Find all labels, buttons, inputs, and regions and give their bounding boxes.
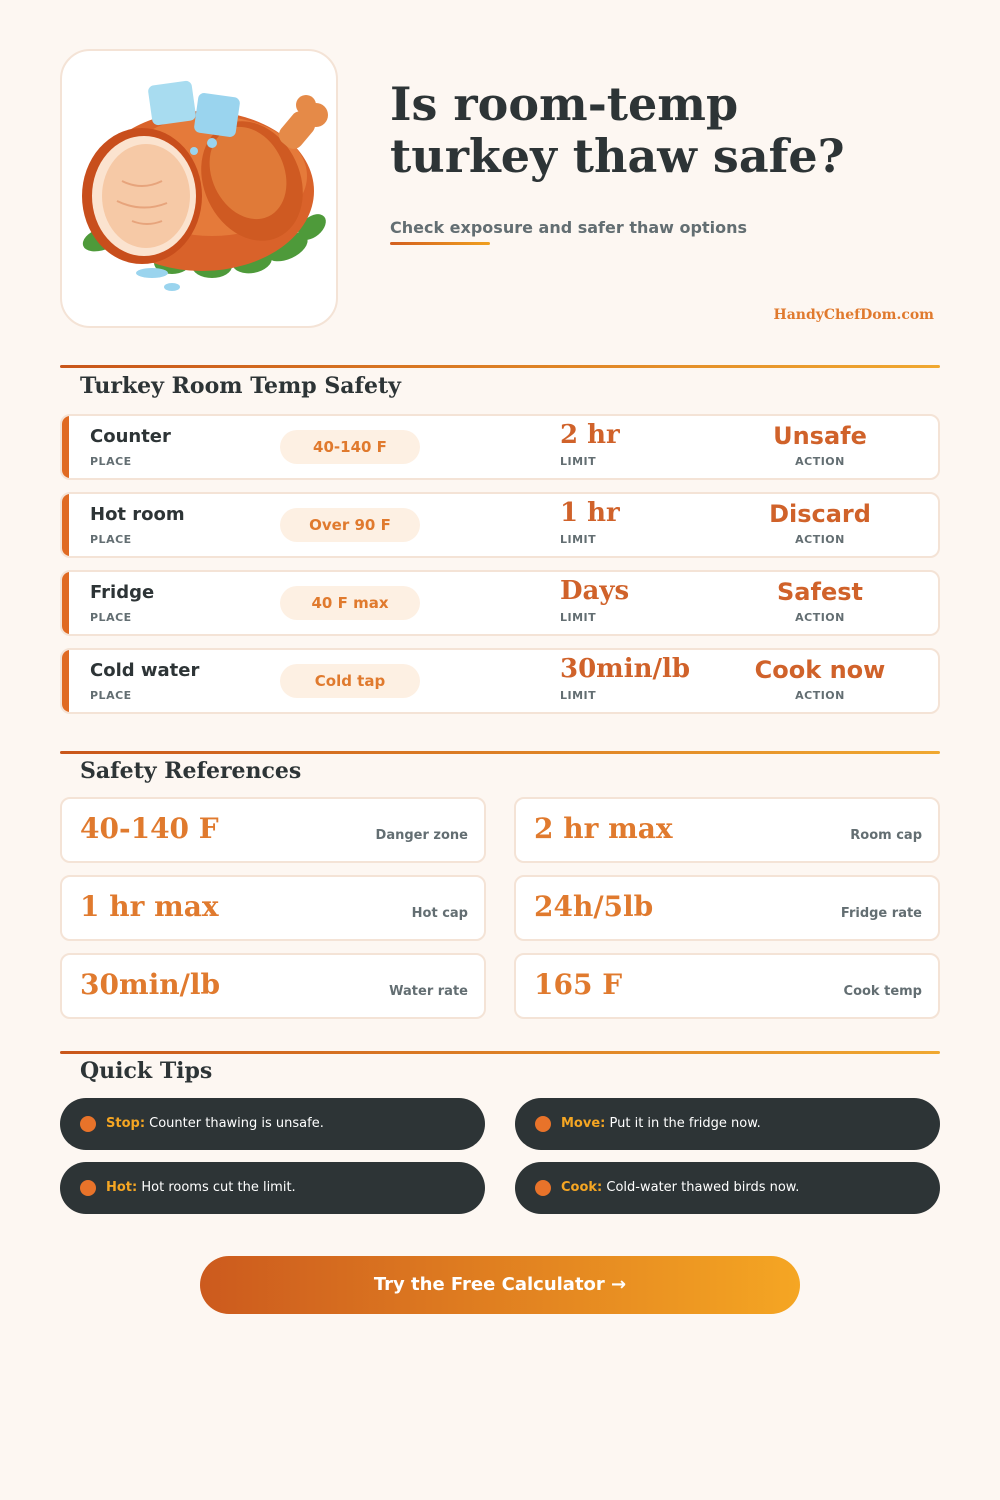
row-place-label: PLACE bbox=[90, 611, 132, 624]
tip-body: Put it in the fridge now. bbox=[609, 1116, 761, 1131]
tip-pill bbox=[60, 1162, 485, 1214]
row-limit-label: LIMIT bbox=[560, 689, 597, 702]
brand-link[interactable]: HandyChefDom.com bbox=[773, 307, 934, 323]
safety-row bbox=[60, 492, 940, 558]
reference-card bbox=[60, 953, 486, 1019]
reference-value: 24h/5lb bbox=[534, 890, 654, 923]
reference-card bbox=[514, 797, 940, 863]
subtitle-underline bbox=[390, 242, 490, 245]
row-place-label: PLACE bbox=[90, 455, 132, 468]
reference-label: Danger zone bbox=[375, 828, 468, 843]
reference-label: Fridge rate bbox=[840, 906, 922, 921]
reference-card bbox=[60, 875, 486, 941]
reference-label: Cook temp bbox=[843, 984, 922, 999]
references-title: Safety References bbox=[80, 758, 302, 784]
roast-turkey-icon bbox=[62, 51, 340, 330]
tip-body: Hot rooms cut the limit. bbox=[141, 1180, 296, 1195]
row-accent-bar bbox=[62, 416, 69, 478]
calculator-cta-button[interactable]: Try the Free Calculator → bbox=[200, 1256, 800, 1314]
row-temp-badge: 40 F max bbox=[280, 586, 420, 620]
tip-key: Cook: bbox=[561, 1180, 603, 1195]
tip-text bbox=[561, 1116, 761, 1131]
reference-value: 165 F bbox=[534, 968, 623, 1001]
row-action-label: ACTION bbox=[795, 455, 845, 468]
row-accent-bar bbox=[62, 494, 69, 556]
row-action: Unsafe bbox=[773, 422, 867, 450]
row-action-label: ACTION bbox=[795, 533, 845, 546]
row-temp-badge: 40-140 F bbox=[280, 430, 420, 464]
page-subtitle: Check exposure and safer thaw options bbox=[390, 218, 747, 237]
reference-card bbox=[60, 797, 486, 863]
tip-body: Counter thawing is unsafe. bbox=[149, 1116, 324, 1131]
tip-bullet-icon bbox=[535, 1180, 551, 1196]
row-place: Counter bbox=[90, 426, 171, 447]
row-place: Hot room bbox=[90, 504, 185, 525]
tip-key: Move: bbox=[561, 1116, 606, 1131]
row-limit-label: LIMIT bbox=[560, 611, 597, 624]
reference-label: Hot cap bbox=[411, 906, 468, 921]
safety-table-title: Turkey Room Temp Safety bbox=[80, 373, 401, 399]
title-line-1: Is room-temp bbox=[390, 77, 739, 131]
reference-label: Room cap bbox=[850, 828, 922, 843]
page-title bbox=[390, 78, 950, 182]
row-place-label: PLACE bbox=[90, 533, 132, 546]
reference-card bbox=[514, 953, 940, 1019]
row-temp-badge: Cold tap bbox=[280, 664, 420, 698]
tip-pill bbox=[515, 1162, 940, 1214]
tip-key: Hot: bbox=[106, 1180, 138, 1195]
row-accent-bar bbox=[62, 572, 69, 634]
row-accent-bar bbox=[62, 650, 69, 712]
safety-row bbox=[60, 648, 940, 714]
row-place: Fridge bbox=[90, 582, 155, 603]
tip-text bbox=[106, 1180, 296, 1195]
tip-body: Cold-water thawed birds now. bbox=[606, 1180, 800, 1195]
tip-key: Stop: bbox=[106, 1116, 146, 1131]
row-limit: 1 hr bbox=[560, 498, 620, 528]
reference-value: 30min/lb bbox=[80, 968, 221, 1001]
row-limit: Days bbox=[560, 576, 630, 606]
row-limit-label: LIMIT bbox=[560, 533, 597, 546]
tip-text bbox=[561, 1180, 799, 1195]
row-place: Cold water bbox=[90, 660, 200, 681]
tip-bullet-icon bbox=[80, 1180, 96, 1196]
row-limit: 30min/lb bbox=[560, 654, 691, 684]
reference-value: 1 hr max bbox=[80, 890, 219, 923]
row-action: Discard bbox=[769, 500, 871, 528]
section-divider bbox=[60, 1051, 940, 1054]
row-place-label: PLACE bbox=[90, 689, 132, 702]
reference-label: Water rate bbox=[389, 984, 468, 999]
section-divider bbox=[60, 751, 940, 754]
row-limit-label: LIMIT bbox=[560, 455, 597, 468]
reference-card bbox=[514, 875, 940, 941]
title-line-2: turkey thaw safe? bbox=[390, 129, 845, 183]
row-action-label: ACTION bbox=[795, 611, 845, 624]
reference-value: 2 hr max bbox=[534, 812, 673, 845]
section-divider bbox=[60, 365, 940, 368]
hero-image-card bbox=[60, 49, 338, 328]
safety-row bbox=[60, 570, 940, 636]
tip-pill bbox=[515, 1098, 940, 1150]
row-action-label: ACTION bbox=[795, 689, 845, 702]
safety-row bbox=[60, 414, 940, 480]
row-limit: 2 hr bbox=[560, 420, 620, 450]
row-action: Safest bbox=[777, 578, 863, 606]
tips-title: Quick Tips bbox=[80, 1058, 213, 1084]
tip-pill bbox=[60, 1098, 485, 1150]
tip-bullet-icon bbox=[535, 1116, 551, 1132]
row-temp-badge: Over 90 F bbox=[280, 508, 420, 542]
tip-text bbox=[106, 1116, 324, 1131]
tip-bullet-icon bbox=[80, 1116, 96, 1132]
row-action: Cook now bbox=[754, 656, 886, 684]
reference-value: 40-140 F bbox=[80, 812, 219, 845]
